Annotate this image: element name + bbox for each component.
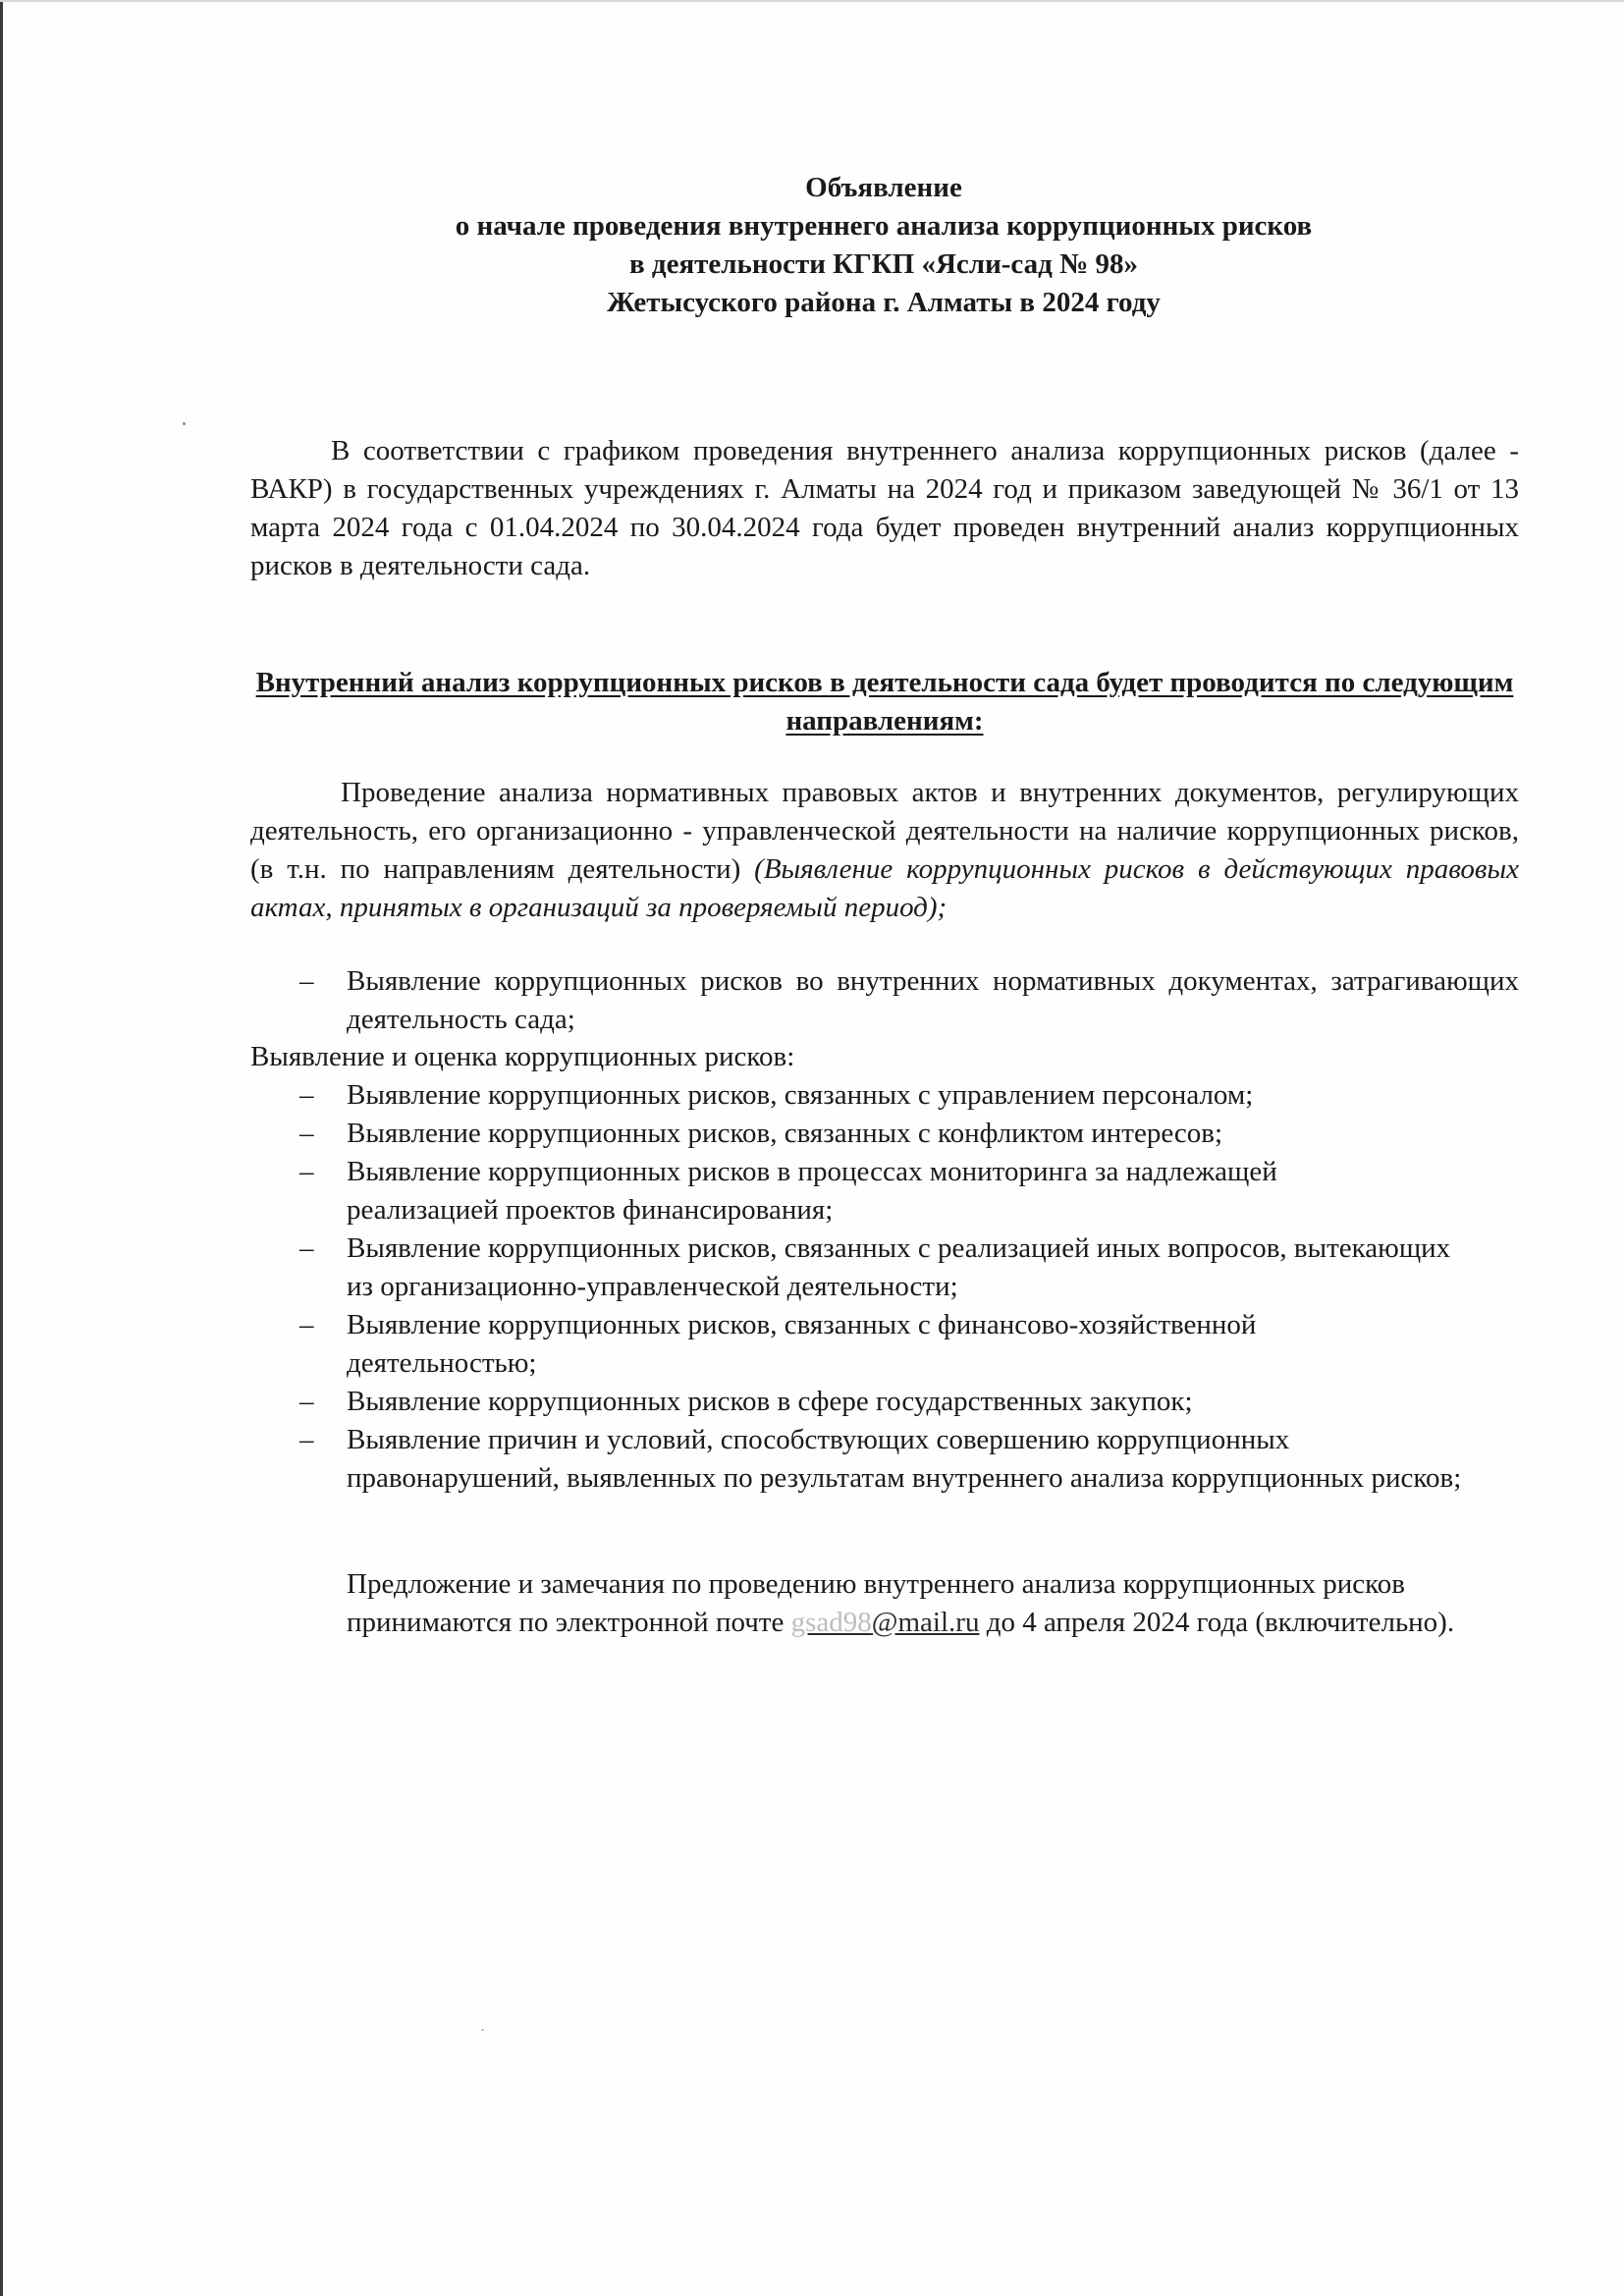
closing-text-before: Предложение и замечания по проведению внутреннего анализа коррупционных рисков принимаются по электронной почте [347, 1568, 1405, 1638]
list-item-text: Выявление причин и условий, способствующих совершению коррупционных правонарушений, выявленных по результатам внутреннего анализа коррупционных рисков; [347, 1424, 1462, 1494]
title-line-2: о начале проведения внутреннего анализа коррупционных рисков [455, 210, 1313, 242]
list-dash: – [299, 1156, 314, 1187]
scan-speck [481, 2029, 484, 2031]
list-dash: – [299, 1386, 314, 1417]
list-item-text: Выявление коррупционных рисков, связанных с финансово-хозяйственной деятельностью; [347, 1309, 1257, 1379]
direction-paragraph-italic: (Выявление коррупционных рисков в действующих правовых актах, принятых в организаций за проверяемый период); [250, 853, 1520, 923]
list-dash: – [299, 965, 314, 997]
scan-edge-left [0, 0, 3, 2296]
list-item-text: Выявление коррупционных рисков, связанных с конфликтом интересов; [347, 1118, 1223, 1149]
scan-speck [183, 422, 186, 425]
title-line-3: в деятельности КГКП «Ясли-сад № 98» [629, 248, 1138, 280]
closing-paragraph [347, 1565, 1519, 1642]
list-item [250, 1230, 1519, 1306]
list-item-text: Выявление коррупционных рисков во внутренних нормативных документах, затрагивающих деятельность сада; [347, 965, 1519, 1035]
email-rest: @mail.ru [871, 1607, 980, 1638]
list-item [250, 1076, 1519, 1115]
list-item [250, 1115, 1519, 1153]
announcement-title [250, 169, 1517, 322]
list-item [250, 1306, 1519, 1383]
risk-assessment-label: Выявление и оценка коррупционных рисков: [250, 1041, 795, 1072]
closing-text-after: до 4 апреля 2024 года (включительно). [986, 1607, 1455, 1638]
title-line-1: Объявление [805, 172, 962, 203]
list-dash: – [299, 1424, 314, 1455]
direction-paragraph [250, 774, 1519, 927]
intro-paragraph: В соответствии с графиком проведения внутреннего анализа коррупционных рисков (далее - ВАКР) в государственных учреждениях г. Алматы на 2024 год и приказом заведующей № 36/1 от 13 марта 2024 года с 01.04.2024 по 30.04.2024 года будет проведен внутренний анализ коррупционных рисков в деятельности сада. [250, 435, 1519, 581]
email-prefix: gsad98 [790, 1607, 872, 1638]
risk-assessment-list [250, 1076, 1519, 1498]
list-item-text: Выявление коррупционных рисков в сфере государственных закупок; [347, 1386, 1193, 1417]
list-dash: – [299, 1079, 314, 1111]
section-heading: Внутренний анализ коррупционных рисков в деятельности сада будет проводится по следующим направлениям: [255, 667, 1514, 737]
scan-edge-top [0, 0, 1624, 2]
list-item [250, 1421, 1519, 1498]
direction-paragraph-text: Проведение анализа нормативных правовых актов и внутренних документов, регулирующих деятельность, его организационно - управленческой деятельности на наличие коррупционных рисков, (в т.н. по направлениям деятельности) [250, 777, 1519, 885]
title-line-4: Жетысуского района г. Алматы в 2024 году [607, 287, 1161, 318]
list-item-text: Выявление коррупционных рисков, связанных с реализацией иных вопросов, вытекающих из организационно-управленческой деятельности; [347, 1232, 1451, 1302]
list-item [250, 1383, 1519, 1421]
list-item-text: Выявление коррупционных рисков в процессах мониторинга за надлежащей реализацией проектов финансирования; [347, 1156, 1277, 1226]
internal-docs-list [250, 962, 1519, 1039]
email-link[interactable] [791, 1607, 980, 1638]
list-dash: – [299, 1309, 314, 1340]
list-dash: – [299, 1232, 314, 1264]
list-item [250, 1153, 1519, 1230]
list-item [250, 962, 1519, 1039]
list-dash: – [299, 1118, 314, 1149]
list-item-text: Выявление коррупционных рисков, связанных с управлением персоналом; [347, 1079, 1254, 1111]
